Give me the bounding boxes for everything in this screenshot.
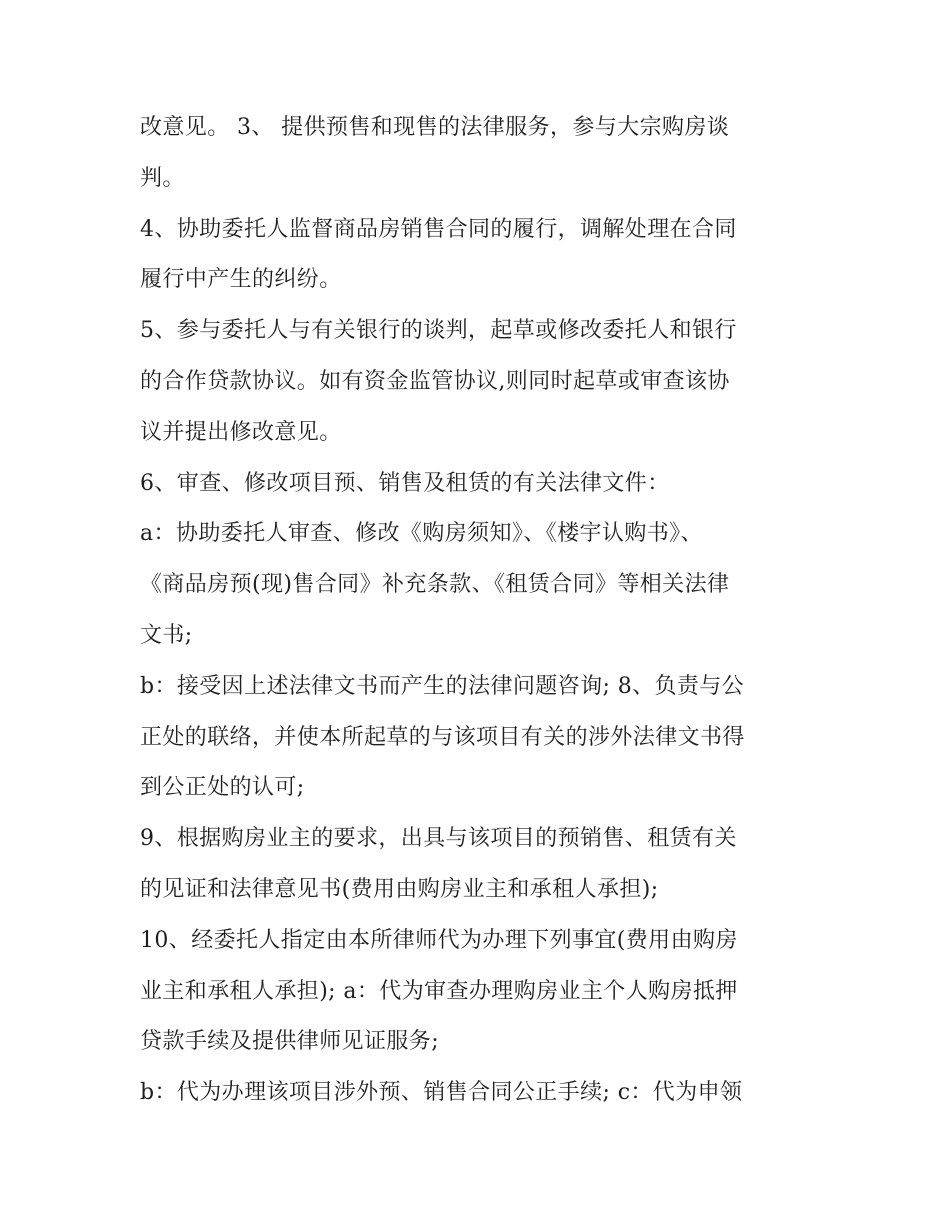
text-line: 判。 [140, 165, 185, 191]
text-line: 《商品房预(现)售合同》补充条款、《租赁合同》等相关法律 [140, 572, 730, 598]
text-line: 正处的联络，并使本所起草的与该项目有关的涉外法律文书得 [140, 724, 745, 750]
text-line: 10、经委托人指定由本所律师代为办理下列事宜(费用由购房 [140, 927, 738, 953]
document-body [140, 103, 820, 1119]
text-line: 贷款手续及提供律师见证服务; [140, 1029, 440, 1055]
text-line: 履行中产生的纠纷。 [140, 267, 342, 293]
text-line: 的合作贷款协议。如有资金监管协议,则同时起草或审查该协 [140, 368, 730, 394]
text-line: 5、参与委托人与有关银行的谈判，起草或修改委托人和银行 [140, 318, 737, 344]
text-line: a：协助委托人审查、修改《购房须知》、《楼宇认购书》、 [140, 521, 703, 547]
text-line: 的见证和法律意见书(费用由购房业主和承租人承担); [140, 876, 659, 902]
text-line: 文书; [140, 622, 193, 648]
text-line: 9、根据购房业主的要求，出具与该项目的预销售、租赁有关 [140, 826, 737, 852]
text-line: 6、审查、修改项目预、销售及租赁的有关法律文件： [140, 470, 670, 496]
text-line: 到公正处的认可; [140, 775, 305, 801]
text-line: 业主和承租人承担); a：代为审查办理购房业主个人购房抵押 [140, 978, 738, 1004]
text-line: 议并提出修改意见。 [140, 419, 342, 445]
text-line: b：代为办理该项目涉外预、销售合同公正手续; c：代为申领 [140, 1080, 743, 1106]
text-line: b：接受因上述法律文书而产生的法律问题咨询; 8、负责与公 [140, 673, 745, 699]
text-line: 4、协助委托人监督商品房销售合同的履行，调解处理在合同 [140, 216, 737, 242]
text-line: 改意见。 3、 提供预售和现售的法律服务，参与大宗购房谈 [140, 115, 730, 140]
